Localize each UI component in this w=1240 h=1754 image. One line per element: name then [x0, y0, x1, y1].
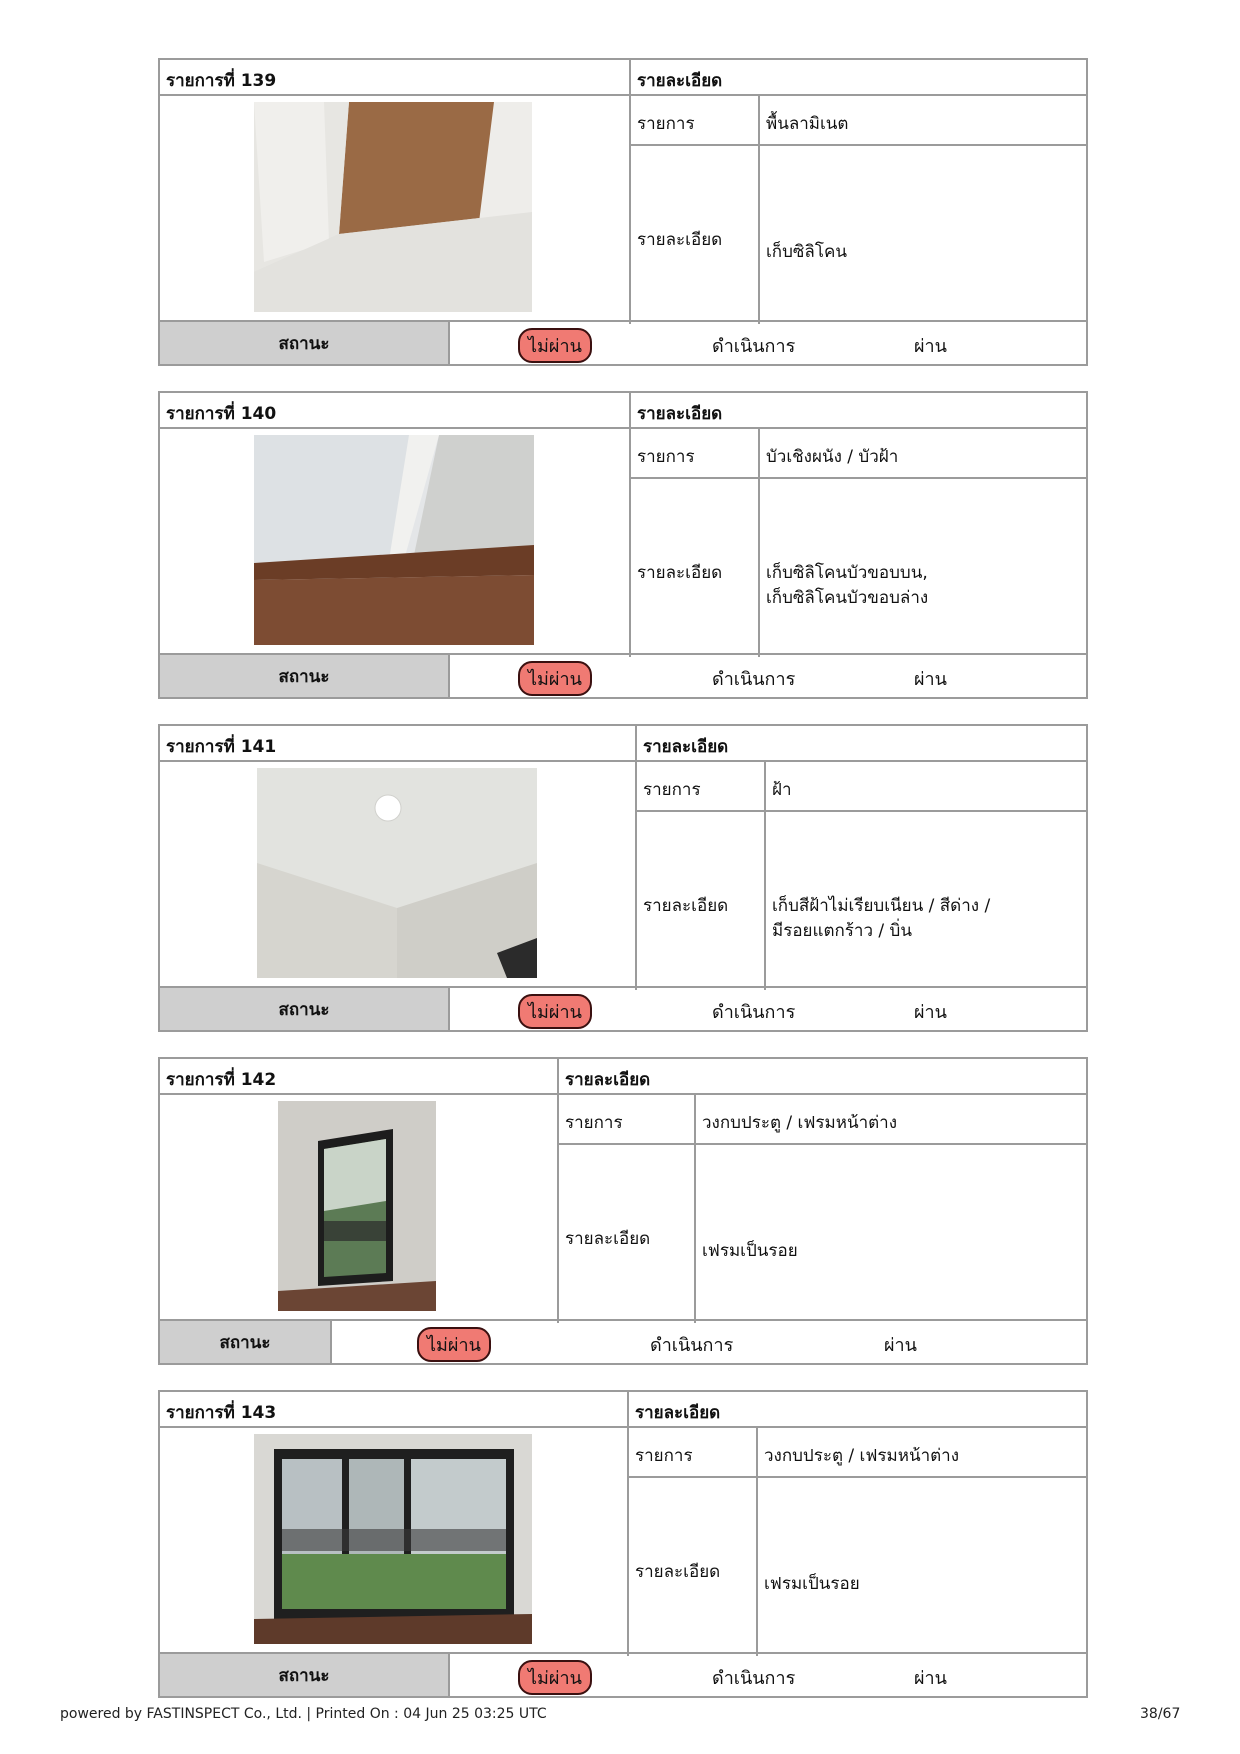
item-value: พื้นลามิเนต: [766, 114, 849, 134]
detail-label: รายละเอียด: [565, 1229, 651, 1249]
status-option-pass: ผ่าน: [914, 669, 947, 690]
inspection-card-139: [158, 58, 1088, 366]
status-option-fail: ไม่ผ่าน: [518, 1660, 592, 1695]
detail-header: รายละเอียด: [635, 1403, 721, 1423]
detail-label: รายละเอียด: [643, 896, 729, 916]
inspection-photo: [278, 1101, 436, 1311]
item-label: รายการ: [635, 1446, 693, 1466]
inspection-card-143: [158, 1390, 1088, 1698]
status-option-pass: ผ่าน: [884, 1335, 917, 1356]
inspection-photo: [254, 435, 534, 645]
item-title: รายการที่ 140: [166, 404, 277, 424]
detail-value-line1: เฟรมเป็นรอย: [764, 1574, 860, 1594]
inspection-photo: [257, 768, 537, 978]
item-label: รายการ: [637, 114, 695, 134]
item-value: วงกบประตู / เฟรมหน้าต่าง: [764, 1446, 960, 1466]
status-option-pass: ผ่าน: [914, 336, 947, 357]
inspection-photo: [254, 102, 532, 312]
item-value: ฝ้า: [772, 780, 792, 800]
detail-value-line2: เก็บซิลิโคนบัวขอบล่าง: [766, 588, 929, 608]
item-label: รายการ: [637, 447, 695, 467]
status-option-fail: ไม่ผ่าน: [417, 1327, 491, 1362]
status-option-in-progress: ดำเนินการ: [650, 1335, 734, 1356]
status-label: สถานะ: [160, 1654, 450, 1696]
detail-header: รายละเอียด: [637, 71, 723, 91]
inspection-photo: [254, 1434, 532, 1644]
status-option-fail: ไม่ผ่าน: [518, 661, 592, 696]
footer-powered-by: powered by FASTINSPECT Co., Ltd. | Printed On : 04 Jun 25 03:25 UTC: [60, 1706, 547, 1722]
item-label: รายการ: [565, 1113, 623, 1133]
item-title: รายการที่ 143: [166, 1403, 277, 1423]
status-option-fail: ไม่ผ่าน: [518, 994, 592, 1029]
detail-value-line1: เก็บซิลิโคน: [766, 242, 847, 262]
detail-value-line1: เก็บสีฝ้าไม่เรียบเนียน / สีด่าง /: [772, 896, 991, 916]
detail-header: รายละเอียด: [643, 737, 729, 757]
status-option-pass: ผ่าน: [914, 1668, 947, 1689]
status-label: สถานะ: [160, 655, 450, 697]
status-label: สถานะ: [160, 1321, 332, 1363]
detail-label: รายละเอียด: [635, 1562, 721, 1582]
inspection-card-141: [158, 724, 1088, 1032]
detail-value-line2: มีรอยแตกร้าว / บิ่น: [772, 921, 912, 941]
status-option-fail: ไม่ผ่าน: [518, 328, 592, 363]
detail-header: รายละเอียด: [637, 404, 723, 424]
item-label: รายการ: [643, 780, 701, 800]
detail-label: รายละเอียด: [637, 563, 723, 583]
detail-value-line1: เก็บซิลิโคนบัวขอบบน,: [766, 563, 928, 583]
footer-page-number: 38/67: [1140, 1706, 1181, 1722]
status-label: สถานะ: [160, 988, 450, 1030]
status-label: สถานะ: [160, 322, 450, 364]
item-value: วงกบประตู / เฟรมหน้าต่าง: [702, 1113, 898, 1133]
inspection-card-142: [158, 1057, 1088, 1365]
item-title: รายการที่ 139: [166, 71, 277, 91]
detail-header: รายละเอียด: [565, 1070, 651, 1090]
status-option-in-progress: ดำเนินการ: [712, 669, 796, 690]
detail-value-line1: เฟรมเป็นรอย: [702, 1241, 798, 1261]
item-title: รายการที่ 142: [166, 1070, 277, 1090]
inspection-card-140: [158, 391, 1088, 699]
status-option-in-progress: ดำเนินการ: [712, 1668, 796, 1689]
status-option-in-progress: ดำเนินการ: [712, 1002, 796, 1023]
status-option-in-progress: ดำเนินการ: [712, 336, 796, 357]
item-title: รายการที่ 141: [166, 737, 277, 757]
item-value: บัวเชิงผนัง / บัวฝ้า: [766, 447, 899, 467]
detail-label: รายละเอียด: [637, 230, 723, 250]
status-option-pass: ผ่าน: [914, 1002, 947, 1023]
